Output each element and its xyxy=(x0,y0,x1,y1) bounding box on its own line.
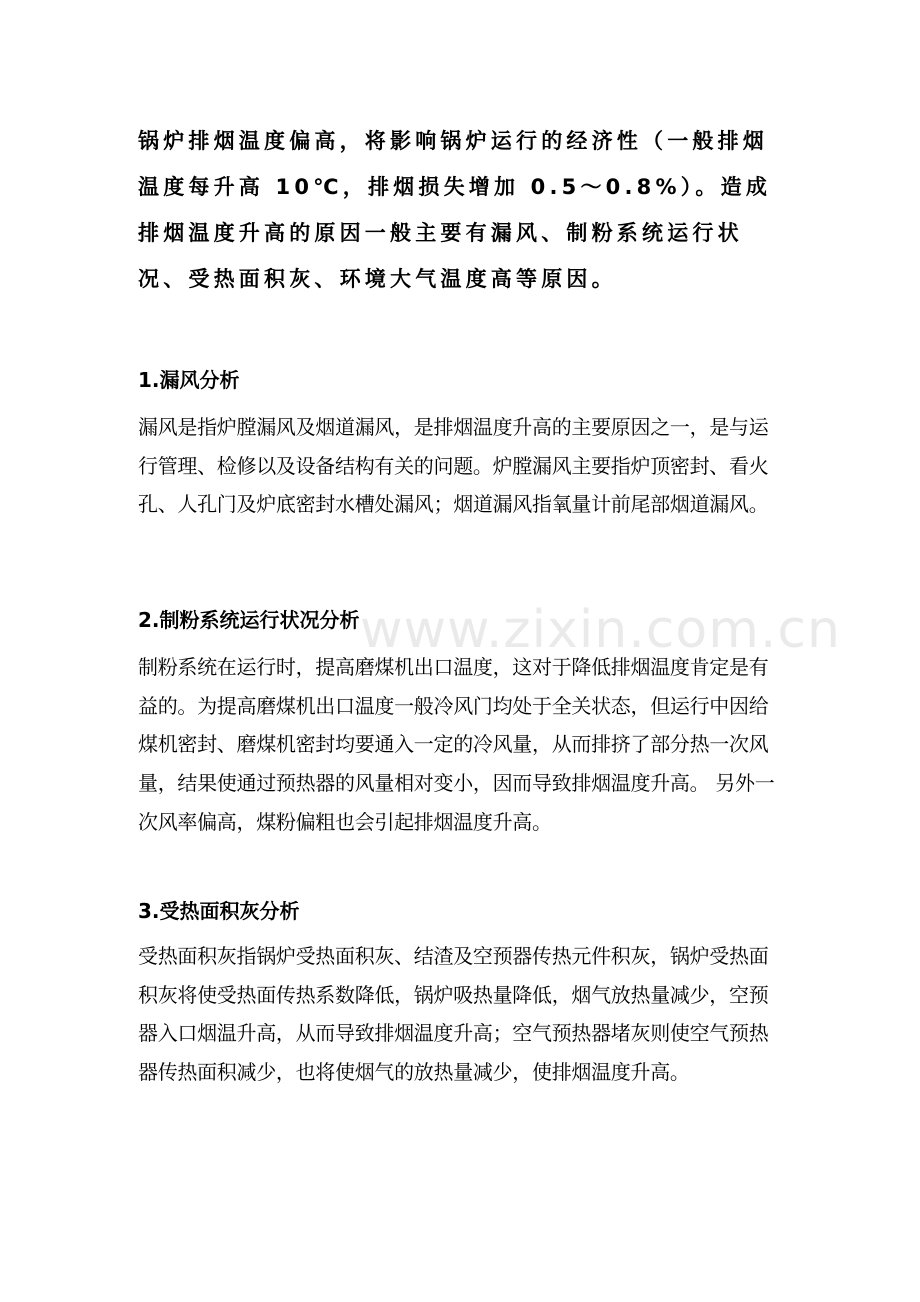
section-body-ash: 受热面积灰指锅炉受热面积灰、结渣及空预器传热元件积灰，锅炉受热面积灰将使受热面传热系数降低，锅炉吸热量降低，烟气放热量减少，空预器入口烟温升高，从而导致排烟温度升高；空气预热器堵灰则使空气预热器传热面积减少，也将使烟气的放热量减少，使排烟温度升高。 xyxy=(138,944,769,1085)
section-heading-leakage: 1.漏风分析 xyxy=(138,368,240,392)
section-heading-ash: 3.受热面积灰分析 xyxy=(138,899,300,923)
intro-paragraph: 锅炉排烟温度偏高，将影响锅炉运行的经济性（一般排烟温度每升高 10℃，排烟损失增加 0.5～0.8%）。造成排烟温度升高的原因一般主要有漏风、制粉系统运行状况、受热面积灰、环境大气温度高等原因。 xyxy=(138,129,772,291)
section-body-pulverizing: 制粉系统在运行时，提高磨煤机出口温度，这对于降低排烟温度肯定是有益的。为提高磨煤机出口温度一般冷风门均处于全关状态，但运行中因给煤机密封、磨煤机密封均要通入一定的冷风量，从而排挤了部分热一次风量，结果使通过预热器的风量相对变小，因而导致排烟温度升高。 另外一次风率偏高，煤粉偏粗也会引起排烟温度升高。 xyxy=(138,655,775,834)
section-body-leakage: 漏风是指炉膛漏风及烟道漏风，是排烟温度升高的主要原因之一，是与运行管理、检修以及设备结构有关的问题。炉膛漏风主要指炉顶密封、看火孔、人孔门及炉底密封水槽处漏风；烟道漏风指氧量计前尾部烟道漏风。 xyxy=(138,415,769,517)
section-heading-pulverizing: 2.制粉系统运行状况分析 xyxy=(138,608,360,632)
watermark: www.zixin.com.cn xyxy=(360,600,841,660)
